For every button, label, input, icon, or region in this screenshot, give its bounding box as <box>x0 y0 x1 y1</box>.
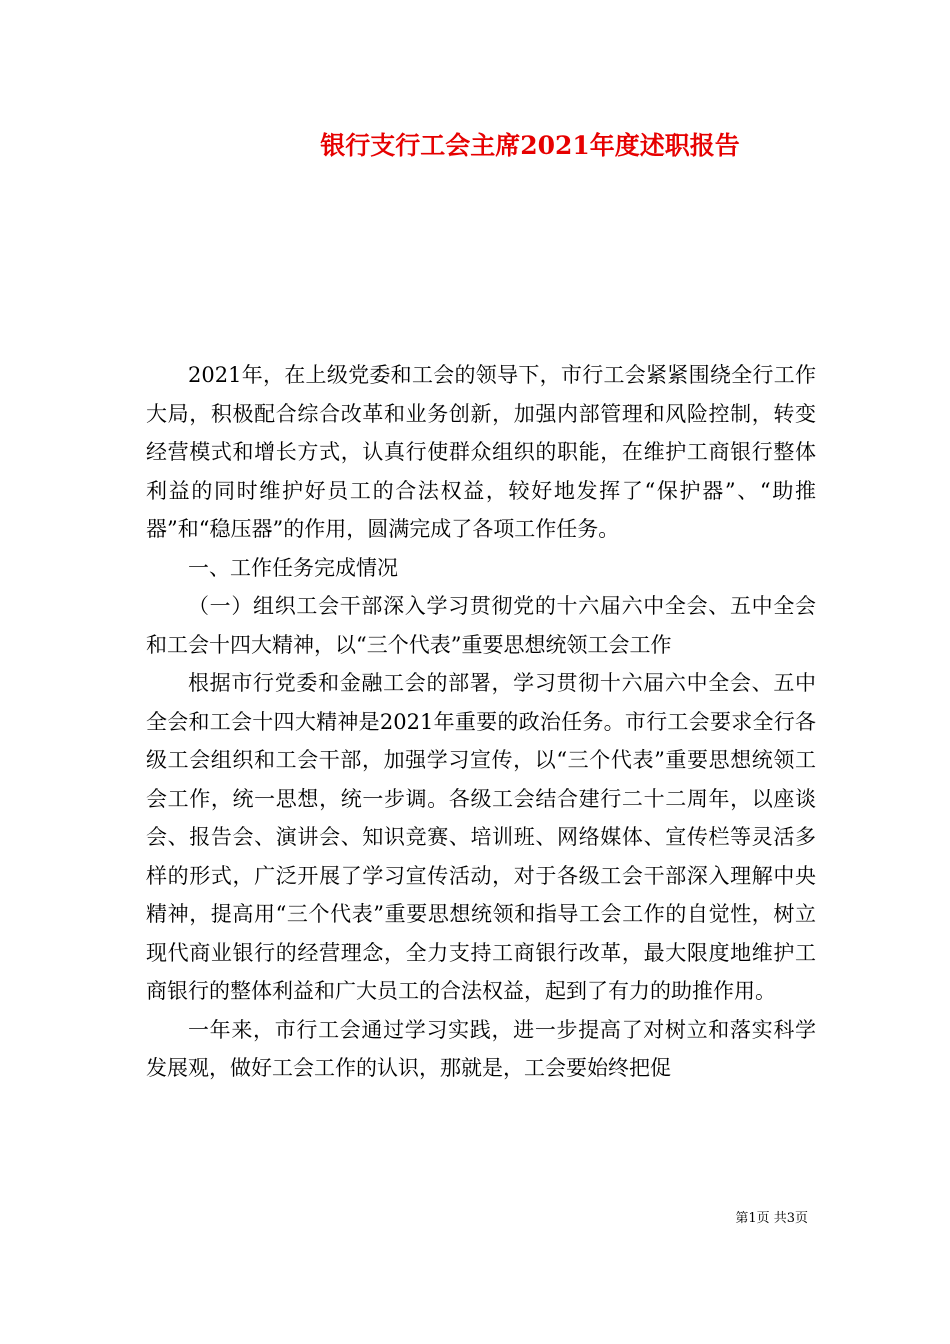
document-title: 银行支行工会主席2021年度述职报告 <box>320 131 740 160</box>
paragraph-intro: 2021年，在上级党委和工会的领导下，市行工会紧紧围绕全行工作大局，积极配合综合改革和业务创新，加强内部管理和风险控制，转变经营模式和增长方式，认真行使群众组织的职能，在维护工商银行整体利益的同时维护好员工的合法权益，较好地发挥了“保护器”、“助推器”和“稳压器”的作用，圆满完成了各项工作任务。 <box>146 363 816 541</box>
section-heading: 一、工作任务完成情况 <box>188 555 398 580</box>
paragraph-body-1: 根据市行党委和金融工会的部署，学习贯彻十六届六中全会、五中全会和工会十四大精神是2021年重要的政治任务。市行工会要求全行各级工会组织和工会干部，加强学习宣传，以“三个代表”重要思想统领工会工作，统一思想，统一步调。各级工会结合建行二十二周年，以座谈会、报告会、演讲会、知识竞赛、培训班、网络媒体、宣传栏等灵活多样的形式，广泛开展了学习宣传活动，对于各级工会干部深入理解中央精神，提高用“三个代表”重要思想统领和指导工会工作的自觉性，树立现代商业银行的经营理念，全力支持工商银行改革，最大限度地维护工商银行的整体利益和广大员工的合法权益，起到了有力的助推作用。 <box>146 671 816 1003</box>
subsection-heading: （一）组织工会干部深入学习贯彻党的十六届六中全会、五中全会和工会十四大精神，以“三个代表”重要思想统领工会工作 <box>146 594 816 657</box>
page-number-footer: 第1页 共3页 <box>735 1211 808 1226</box>
document-body <box>146 356 816 1088</box>
paragraph-body-2: 一年来，市行工会通过学习实践，进一步提高了对树立和落实科学发展观，做好工会工作的认识，那就是，工会要始终把促 <box>146 1017 816 1080</box>
